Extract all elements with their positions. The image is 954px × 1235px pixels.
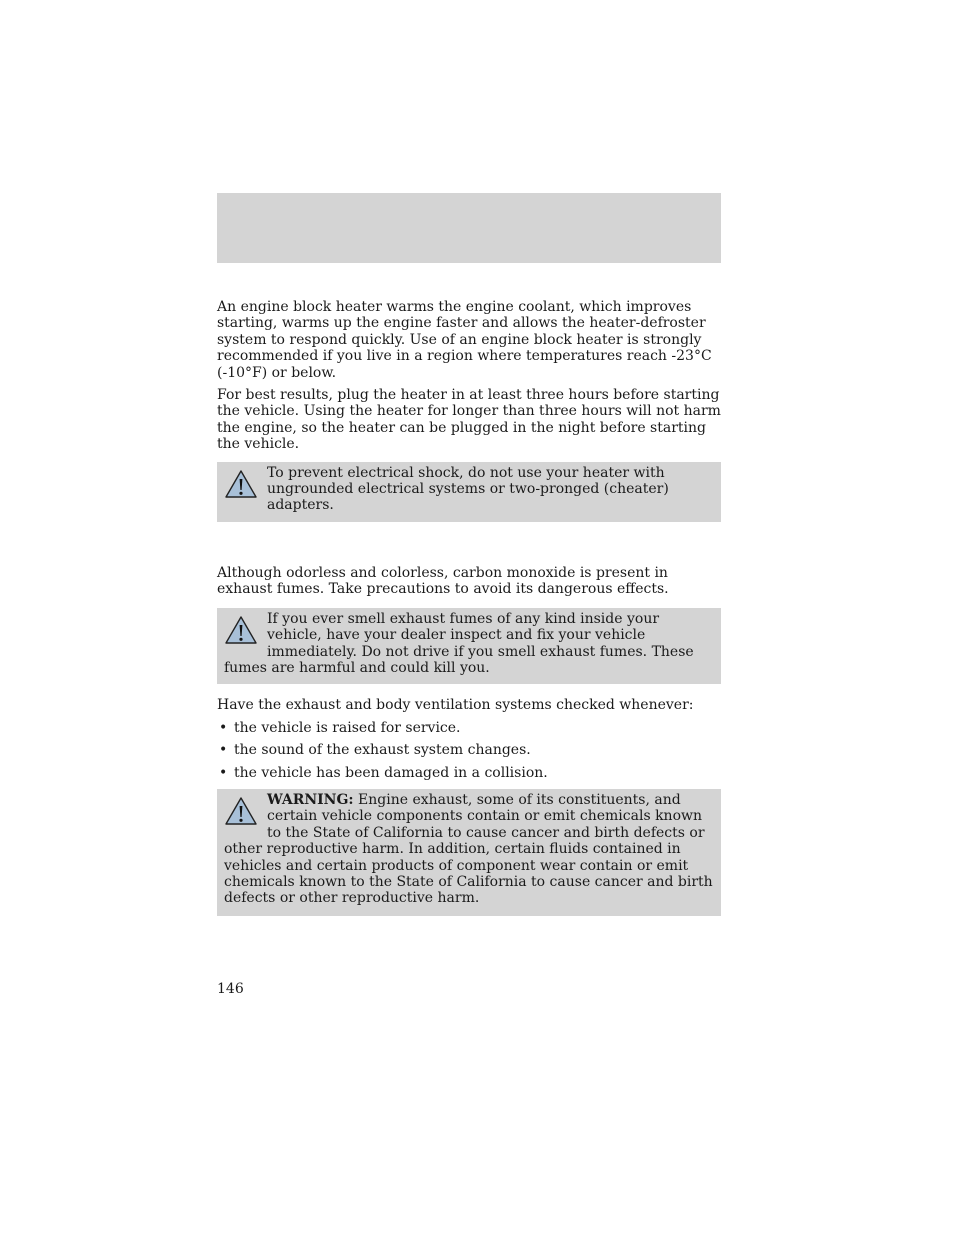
page-number: 146	[217, 981, 244, 997]
list-item: • the vehicle has been damaged in a collision.	[219, 764, 548, 781]
paragraph-carbon-monoxide: Although odorless and colorless, carbon monoxide is present in exhaust fumes. Take precautions to avoid its dangerous effects.	[217, 564, 669, 598]
warning-box-electrical-shock	[217, 462, 721, 522]
paragraph-best-results: For best results, plug the heater in at least three hours before starting the vehicle. Using the heater for longer than three hours will not harm the engine, so the heater can be plugged in the night before starting the vehicle.	[217, 387, 721, 453]
list-item: • the vehicle is raised for service.	[219, 719, 461, 736]
paragraph-exhaust-check: Have the exhaust and body ventilation systems checked whenever:	[217, 697, 694, 714]
bullet-glyph: •	[219, 742, 228, 759]
warning-triangle-icon	[224, 615, 258, 645]
paragraph-block-heater: An engine block heater warms the engine coolant, which improves starting, warms up the engine faster and allows the heater-defroster system to respond quickly. Use of an engine block heater is strongly recommended if you live in a region where temperatures reach -23°C (-10°F) or below.	[217, 299, 712, 381]
bullet-glyph: •	[219, 719, 228, 736]
warning-triangle-icon	[224, 469, 258, 499]
warning-label: WARNING:	[267, 791, 354, 808]
warning-triangle-icon	[224, 796, 258, 826]
section-header-band	[217, 193, 721, 263]
warning-text-exhaust-fumes: If you ever smell exhaust fumes of any kind inside your vehicle, have your dealer inspect and fix your vehicle immediately. Do not drive if you smell exhaust fumes. These fumes are harmful and could kill you.	[224, 610, 694, 676]
warning-text-california: Engine exhaust, some of its constituents, and certain vehicle components contain or emit chemicals known to the State of California to cause cancer and birth defects or other reproductive harm. In addition, certain fluids contained in vehicles and certain products of component wear contain or emit chemicals known to the State of California to cause cancer and birth defects or other reproductive harm.	[224, 791, 713, 907]
warning-text-electrical-shock: To prevent electrical shock, do not use your heater with ungrounded electrical systems or two-pronged (cheater) adapters.	[267, 464, 669, 514]
exhaust-check-list	[217, 720, 721, 781]
warning-box-california	[217, 789, 721, 916]
list-item: • the sound of the exhaust system changes.	[219, 742, 531, 759]
bullet-glyph: •	[219, 764, 228, 781]
page-content	[217, 299, 721, 916]
warning-box-exhaust-fumes	[217, 608, 721, 685]
